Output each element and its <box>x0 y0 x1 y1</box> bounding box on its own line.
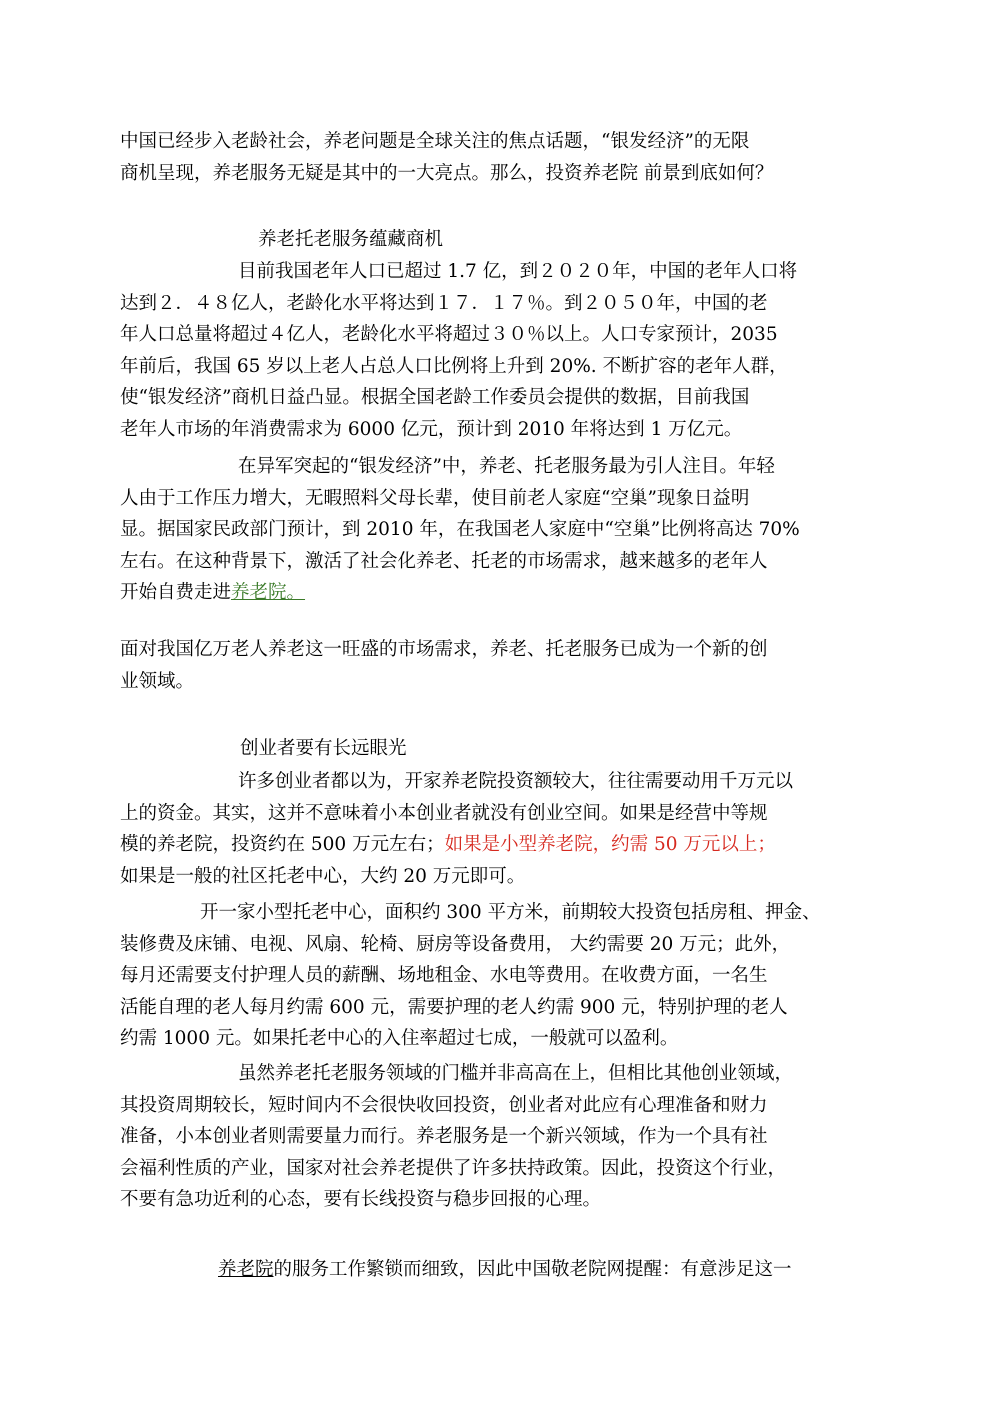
text-line: 如果是一般的社区托老中心，大约 20 万元即可。 <box>120 865 526 887</box>
intro-paragraph <box>120 126 860 189</box>
text-line: 上的资金。其实，这并不意味着小本创业者就没有创业空间。如果是经营中等规 <box>120 802 768 824</box>
paragraph <box>120 766 860 892</box>
text-line: 商机呈现，养老服务无疑是其中的一大亮点。那么，投资养老院 前景到底如何？ <box>120 162 774 184</box>
text-line: 年人口总量将超过４亿人，老龄化水平将超过３０％以上。人口专家预计，2035 <box>120 324 778 345</box>
text-line: 虽然养老托老服务领域的门槛并非高高在上，但相比其他创业领域， <box>238 1063 794 1084</box>
text-line: 其投资周期较长，短时间内不会很快收回投资，创业者对此应有心理准备和财力 <box>120 1094 768 1116</box>
text-line: 老年人市场的年消费需求为 6000 亿元，预计到 2010 年将达到 1 万亿元。 <box>120 418 743 440</box>
text-line: 左右。在这种背景下，激活了社会化养老、托老的市场需求，越来越多的老年人 <box>120 550 768 572</box>
text-line: 会福利性质的产业，国家对社会养老提供了许多扶持政策。因此，投资这个行业， <box>120 1157 787 1179</box>
text-line <box>120 577 860 609</box>
text-line: 达到２．４８亿人，老龄化水平将达到１７．１７％。到２０５０年，中国的老 <box>120 292 768 314</box>
text-line: 业领域。 <box>120 670 195 692</box>
paragraph <box>120 634 860 697</box>
text-line: 装修费及床铺、电视、风扇、轮椅、厨房等设备费用， 大约需要 20 万元；此外， <box>120 933 791 955</box>
text-line: 面对我国亿万老人养老这一旺盛的市场需求，养老、托老服务已成为一个新的创 <box>120 639 768 660</box>
text-line: 不要有急功近利的心态，要有长线投资与稳步回报的心理。 <box>120 1189 602 1210</box>
text-line: 准备，小本创业者则需要量力而行。养老服务是一个新兴领域，作为一个具有社 <box>120 1126 768 1147</box>
text-line: 使“银发经济”商机日益凸显。根据全国老龄工作委员会提供的数据，目前我国 <box>120 387 750 408</box>
text-line <box>120 829 860 861</box>
text-fragment: 开始自费走进 <box>120 582 232 603</box>
text-line: 许多创业者都以为，开家养老院投资额较大，往往需要动用千万元以 <box>238 771 794 792</box>
highlighted-text: 如果是小型养老院，约需 50 万元以上； <box>444 834 776 855</box>
text-line: 约需 1000 元。如果托老中心的入住率超过七成，一般就可以盈利。 <box>120 1028 679 1049</box>
section-heading: 创业者要有长远眼光 <box>240 738 407 759</box>
text-line: 每月还需要支付护理人员的薪酬、场地租金、水电等费用。在收费方面，一名生 <box>120 965 768 986</box>
paragraph <box>120 897 860 1055</box>
paragraph <box>120 1058 860 1216</box>
nursing-home-link[interactable]: 养老院 <box>218 1259 274 1280</box>
text-fragment: 模的养老院，投资约在 500 万元左右； <box>120 834 445 855</box>
text-fragment: 的服务工作繁锁而细致，因此中国敬老院网提醒：有意涉足这一 <box>273 1259 792 1280</box>
text-line: 目前我国老年人口已超过 1.7 亿，到２０２０年，中国的老年人口将 <box>238 261 798 282</box>
text-line: 显。据国家民政部门预计，到 2010 年，在我国老人家庭中“空巢”比例将高达 70% <box>120 519 800 540</box>
text-line: 开一家小型托老中心，面积约 300 平方米，前期较大投资包括房租、押金、 <box>200 902 821 923</box>
text-line: 活能自理的老人每月约需 600 元，需要护理的老人约需 900 元，特别护理的老人 <box>120 996 788 1018</box>
section-heading: 养老托老服务蕴藏商机 <box>258 229 444 250</box>
paragraph <box>120 256 860 445</box>
paragraph <box>120 1254 860 1286</box>
text-line: 年前后，我国 65 岁以上老人占总人口比例将上升到 20%. 不断扩容的老年人群， <box>120 355 788 377</box>
text-line: 中国已经步入老龄社会，养老问题是全球关注的焦点话题，“银发经济”的无限 <box>120 131 750 152</box>
text-line: 在异军突起的“银发经济”中，养老、托老服务最为引人注目。年轻 <box>238 456 775 477</box>
text-line <box>120 1254 860 1286</box>
text-line: 人由于工作压力增大，无暇照料父母长辈，使目前老人家庭“空巢”现象日益明 <box>120 487 750 509</box>
nursing-home-link[interactable]: 养老院。 <box>231 582 306 603</box>
paragraph <box>120 451 860 609</box>
